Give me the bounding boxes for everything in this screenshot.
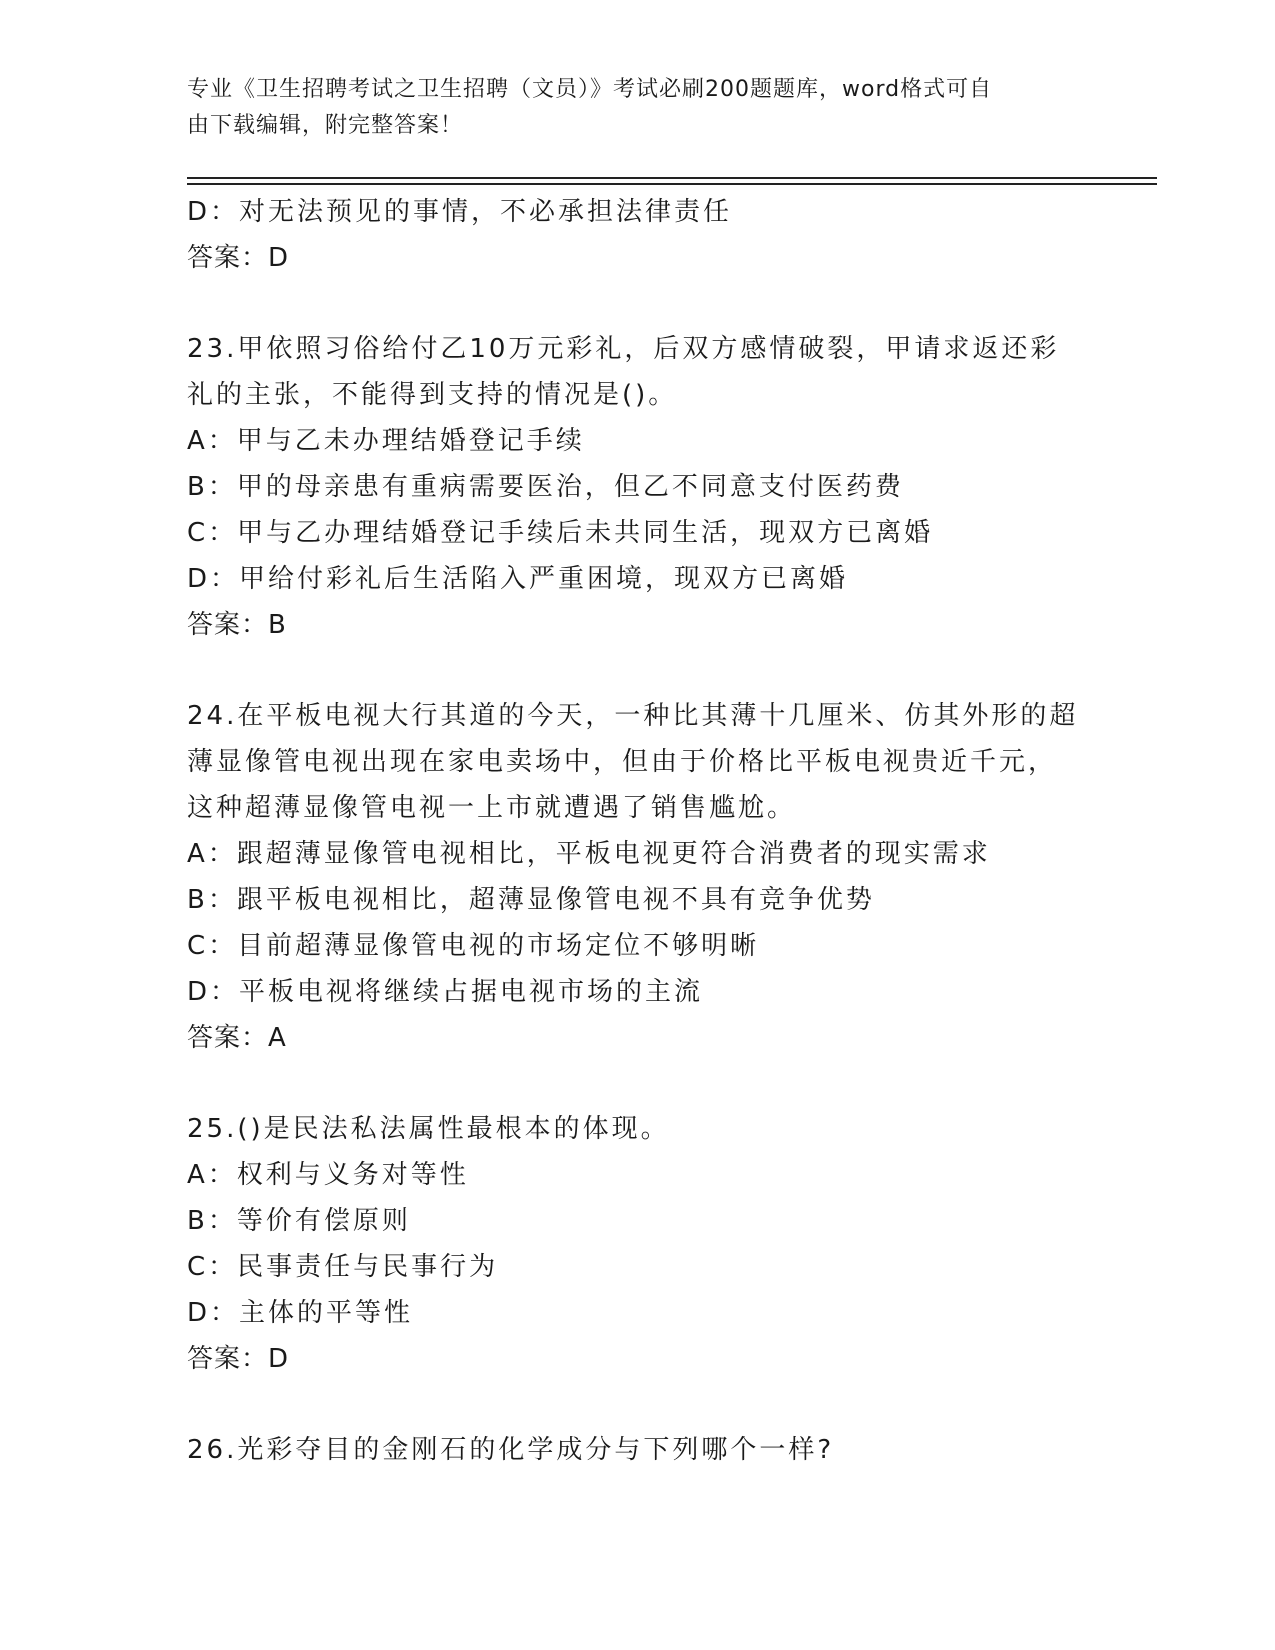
option-b: B：甲的母亲患有重病需要医治，但乙不同意支付医药费 bbox=[187, 472, 904, 502]
question-stem: 24.在平板电视大行其道的今天，一种比其薄十几厘米、仿其外形的超 bbox=[187, 701, 1079, 731]
option-a: A：甲与乙未办理结婚登记手续 bbox=[187, 426, 585, 456]
question-24 bbox=[187, 693, 1079, 1061]
header-divider bbox=[187, 183, 1157, 185]
option-c: C：甲与乙办理结婚登记手续后未共同生活，现双方已离婚 bbox=[187, 518, 934, 548]
question-list bbox=[187, 189, 1079, 1473]
question-stem: 这种超薄显像管电视一上市就遭遇了销售尴尬。 bbox=[187, 793, 797, 823]
option-c: C：目前超薄显像管电视的市场定位不够明晰 bbox=[187, 931, 760, 961]
option-d: D：平板电视将继续占据电视市场的主流 bbox=[187, 977, 704, 1007]
answer-line: 答案：A bbox=[187, 1023, 287, 1053]
question-stem: 23.甲依照习俗给付乙10万元彩礼，后双方感情破裂，甲请求返还彩 bbox=[187, 334, 1060, 364]
question-25 bbox=[187, 1106, 1067, 1382]
page-header bbox=[187, 72, 1067, 144]
question-stem: 26.光彩夺目的金刚石的化学成分与下列哪个一样? bbox=[187, 1435, 835, 1465]
option-a: A：跟超薄显像管电视相比，平板电视更符合消费者的现实需求 bbox=[187, 839, 991, 869]
question-stem: 薄显像管电视出现在家电卖场中，但由于价格比平板电视贵近千元， bbox=[187, 747, 1058, 777]
option-c: C：民事责任与民事行为 bbox=[187, 1252, 499, 1282]
question-26 bbox=[187, 1427, 1067, 1473]
header-line-2: 由下载编辑，附完整答案！ bbox=[187, 113, 464, 138]
option-a: A：权利与义务对等性 bbox=[187, 1160, 469, 1190]
option-d: D：对无法预见的事情，不必承担法律责任 bbox=[187, 197, 733, 227]
answer-line: 答案：D bbox=[187, 1344, 290, 1374]
question-23 bbox=[187, 326, 1067, 648]
option-d: D：甲给付彩礼后生活陷入严重困境，现双方已离婚 bbox=[187, 564, 849, 594]
answer-line: 答案：B bbox=[187, 610, 287, 640]
question-stem: 25.()是民法私法属性最根本的体现。 bbox=[187, 1114, 670, 1144]
header-divider bbox=[187, 177, 1157, 179]
option-d: D：主体的平等性 bbox=[187, 1298, 414, 1328]
option-b: B：跟平板电视相比，超薄显像管电视不具有竞争优势 bbox=[187, 885, 875, 915]
option-b: B：等价有偿原则 bbox=[187, 1206, 411, 1236]
header-line-1: 专业《卫生招聘考试之卫生招聘（文员）》考试必刷200题题库，word格式可自 bbox=[187, 77, 993, 102]
answer-line: 答案：D bbox=[187, 243, 290, 273]
question-stem: 礼的主张，不能得到支持的情况是()。 bbox=[187, 380, 678, 410]
